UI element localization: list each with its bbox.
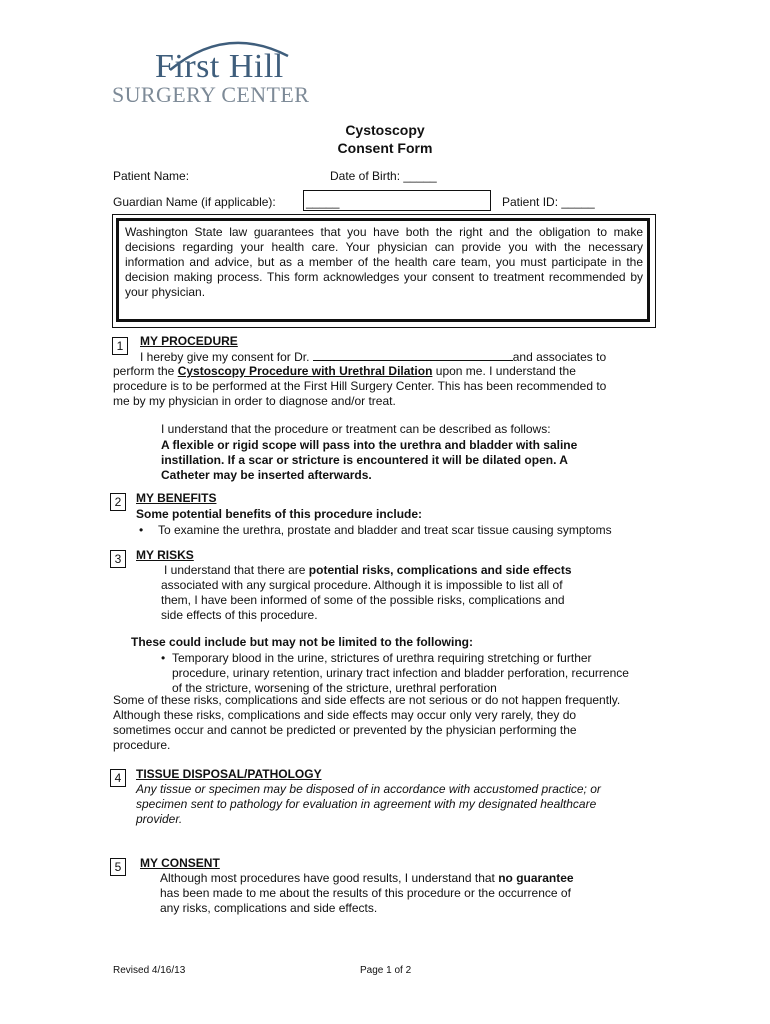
- procedure-description-3: Catheter may be inserted afterwards.: [161, 468, 372, 482]
- associates-text: and associates to: [512, 350, 607, 364]
- section-5-number: 5: [110, 858, 126, 876]
- consent-line3: any risks, complications and side effects.: [160, 901, 378, 915]
- section-2-heading: MY BENEFITS: [136, 491, 217, 505]
- procedure-description-2: instillation. If a scar or stricture is encountered it will be dilated open. A: [161, 453, 568, 467]
- bullet-icon: •: [161, 651, 166, 665]
- page-number: Page 1 of 2: [360, 965, 412, 976]
- section-1-number: 1: [112, 337, 128, 355]
- notice-text: Washington State law guarantees that you have both the right and the obligation to make decisions regarding your health care. Your physician can provide you with the necessary information and advice, but as a member of the health care team, you must participate in the decision making process. This form acknowledges your consent to treatment recommended by your physician.: [125, 225, 643, 299]
- risks-paragraph-line2: Although these risks, complications and side effects may occur only very rarely, they do: [113, 708, 577, 722]
- tissue-line1: Any tissue or specimen may be disposed of in accordance with accustomed practice; or: [136, 782, 601, 796]
- section-2-number: 2: [110, 493, 126, 511]
- section-3-number: 3: [110, 550, 126, 568]
- procedure-name: Cystoscopy Procedure with Urethral Dilation: [177, 364, 433, 378]
- risk-bullet-line1: Temporary blood in the urine, strictures of urethra requiring stretching or further: [172, 651, 592, 665]
- risk-bullet-line3: of the stricture, worsening of the stricture, urethral perforation: [172, 681, 497, 695]
- section-1-line1: [140, 349, 606, 365]
- tissue-line3: provider.: [136, 812, 183, 826]
- logo-surgery-center: SURGERY CENTER: [112, 82, 310, 107]
- doctor-name-field[interactable]: [313, 349, 513, 361]
- risks-emphasis: potential risks, complications and side effects: [308, 563, 572, 577]
- consent-line2: has been made to me about the results of this procedure or the occurrence of: [160, 886, 571, 900]
- section-3-heading: MY RISKS: [136, 548, 194, 562]
- section-1-line2: [113, 364, 576, 379]
- risks-line3: them, I have been informed of some of the possible risks, complications and: [161, 593, 565, 607]
- section-4-heading: TISSUE DISPOSAL/PATHOLOGY: [136, 767, 322, 781]
- tissue-line2: specimen sent to pathology for evaluation in agreement with my designated healthcare: [136, 797, 597, 811]
- guardian-name-label: Guardian Name (if applicable):: [113, 195, 276, 209]
- form-title-line2: Consent Form: [337, 140, 433, 156]
- logo-first-hill: First Hill: [155, 48, 284, 85]
- risks-paragraph-line3: sometimes occur and cannot be predicted or prevented by the physician performing the: [113, 723, 577, 737]
- revision-date: Revised 4/16/13: [113, 965, 186, 976]
- consent-intro-text: Although most procedures have good results, I understand that: [160, 871, 495, 885]
- risks-line1: [164, 563, 572, 578]
- risks-line2: associated with any surgical procedure. Although it is impossible to list all of: [161, 578, 563, 592]
- date-of-birth-field[interactable]: Date of Birth: _____: [330, 169, 437, 183]
- patient-name-label: Patient Name:: [113, 169, 190, 183]
- risks-paragraph-line1: Some of these risks, complications and side effects are not serious or do not happen frequently.: [113, 693, 621, 707]
- section-4-number: 4: [110, 769, 126, 787]
- consent-line1: [160, 871, 574, 886]
- risks-intro-text: I understand that there are: [164, 563, 306, 577]
- perform-the-text: perform the: [113, 364, 175, 378]
- procedure-description-1: A flexible or rigid scope will pass into the urethra and bladder with saline: [161, 438, 578, 452]
- no-guarantee-text: no guarantee: [498, 871, 574, 885]
- patient-id-field[interactable]: Patient ID: _____: [502, 195, 595, 209]
- bullet-icon: •: [139, 523, 144, 537]
- risks-list-intro: These could include but may not be limited to the following:: [131, 635, 474, 649]
- risks-paragraph-line4: procedure.: [113, 738, 171, 752]
- form-title-line1: Cystoscopy: [345, 122, 425, 138]
- risk-bullet-line2: procedure, urinary retention, urinary tract infection and bladder perforation, recurrence: [172, 666, 629, 680]
- section-1-line4: me by my physician in order to diagnose and/or treat.: [113, 394, 396, 408]
- risks-line4: side effects of this procedure.: [161, 608, 318, 622]
- section-5-heading: MY CONSENT: [140, 856, 220, 870]
- section-1-line3: procedure is to be performed at the First Hill Surgery Center. This has been recommended to: [113, 379, 607, 393]
- benefits-subheading: Some potential benefits of this procedure include:: [136, 507, 423, 521]
- upon-me-text: upon me. I understand the: [435, 364, 576, 378]
- consent-for-text: I hereby give my consent for Dr.: [140, 350, 310, 364]
- procedure-description-intro: I understand that the procedure or treatment can be described as follows:: [161, 422, 551, 436]
- guardian-name-blank: _____: [306, 195, 340, 209]
- benefit-item: To examine the urethra, prostate and bladder and treat scar tissue causing symptoms: [158, 523, 612, 537]
- section-1-heading: MY PROCEDURE: [140, 334, 238, 348]
